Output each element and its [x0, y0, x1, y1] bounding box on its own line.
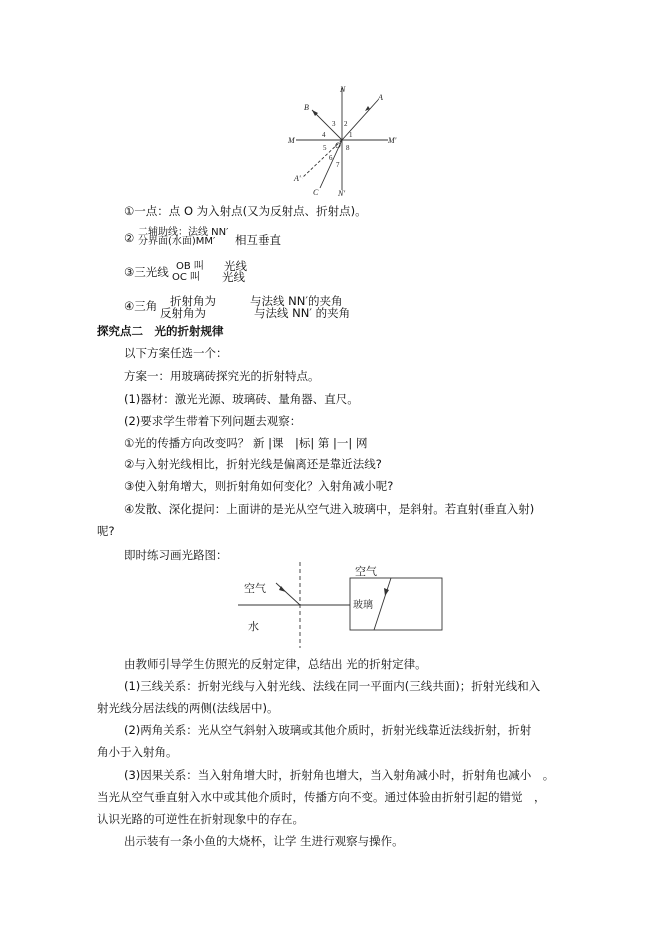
paragraph: ②与入射光线相比，折射光线是偏离还是靠近法线?: [124, 457, 382, 471]
item-three-angles-with2: 与法线 NN′ 的夹角: [254, 306, 351, 320]
label-c: C: [313, 188, 319, 197]
paragraph: (1)三线关系：折射光线与入射光线、法线在同一平面内(三线共面)；折射光线和入: [124, 679, 541, 693]
label-m: M: [288, 136, 295, 145]
glass-arrow-head: [384, 588, 389, 596]
svg-text:2: 2: [344, 120, 348, 128]
label-glass: 玻璃: [353, 600, 373, 611]
item-two-lines-interface: 分界面(水面)MM′: [138, 236, 216, 247]
paragraph: 方案一：用玻璃砖探究光的折射特点。: [124, 369, 320, 383]
paragraph: 由教师引导学生仿照光的反射定律，总结出 光的折射定律。: [124, 657, 427, 671]
svg-text:8: 8: [346, 144, 350, 152]
paragraph: 射光线分居法线的两侧(法线居中)。: [97, 701, 279, 715]
paragraph: 出示装有一条小鱼的大烧杯，让学 生进行观察与操作。: [124, 834, 404, 848]
svg-text:4: 4: [322, 131, 326, 139]
svg-text:1: 1: [349, 131, 353, 139]
paragraph: (2)两角关系：光从空气斜射入玻璃或其他介质时，折射光线靠近法线折射，折射: [124, 723, 532, 737]
label-n: N: [340, 85, 346, 94]
svg-text:6: 6: [329, 154, 333, 162]
svg-text:3: 3: [332, 120, 336, 128]
paragraph: (2)要求学生带着下列问题去观察：: [124, 414, 302, 428]
paragraph: ①光的传播方向改变吗？ 新 |课 |标| 第 |一| 网: [124, 436, 368, 450]
label-m-prime: M': [388, 136, 397, 145]
item-three-lines-light1: 光线: [224, 259, 247, 273]
left-incident-ray: [276, 583, 300, 605]
label-a-prime: A': [294, 174, 301, 183]
paragraph: 呢?: [97, 524, 115, 538]
item-three-angles-number: ④三角: [124, 299, 158, 313]
label-b: B: [304, 103, 309, 112]
paragraph: 即时练习画光路图：: [124, 548, 228, 562]
label-water: 水: [248, 621, 259, 633]
label-n-prime: N': [338, 189, 346, 198]
paragraph: (3)因果关系：当入射角增大时，折射角也增大，当入射角减小时，折射角也减小 。: [124, 768, 555, 782]
svg-text:7: 7: [336, 161, 340, 169]
item-two-lines-normal: 二辅助线：法线 NN′: [138, 227, 229, 238]
item-three-angles-refraction: 折射角为: [170, 294, 216, 308]
refraction-diagram: [280, 82, 410, 200]
section-title: 探究点二 光的折射规律: [97, 324, 224, 338]
paragraph: 角小于入射角。: [97, 745, 178, 759]
item-three-lines-ob: OB 叫: [176, 261, 204, 272]
item-two-lines-number: ②: [124, 231, 135, 245]
label-o: O: [335, 141, 341, 150]
item-three-lines-number: ③三光线: [124, 265, 169, 279]
item-three-lines-oc: OC 叫: [172, 272, 201, 283]
item-three-angles-reflection: 反射角为: [160, 306, 206, 320]
glass-ray: [374, 578, 391, 630]
label-a: A: [378, 93, 383, 102]
item-one-point: ①一点：点 O 为入射点(又为反射点、折射点)。: [124, 204, 367, 218]
item-three-lines-light2: 光线: [222, 270, 245, 284]
label-air-left: 空气: [244, 583, 266, 595]
svg-text:5: 5: [323, 144, 327, 152]
paragraph: (1)器材：激光光源、玻璃砖、量角器、直尺。: [124, 392, 359, 406]
item-two-lines-relation: 相互垂直: [235, 233, 281, 247]
label-air-right: 空气: [355, 566, 377, 578]
paragraph: ③使入射角增大，则折射角如何变化？入射角减小呢?: [124, 479, 394, 493]
paragraph: 以下方案任选一个：: [124, 346, 228, 360]
paragraph: ④发散、深化提问：上面讲的是光从空气进入玻璃中，是斜射。若直射(垂直入射): [124, 502, 535, 516]
paragraph: 当光从空气垂直射入水中或其他介质时，传播方向不变。通过体验由折射引起的错觉 ，: [97, 790, 546, 804]
practice-diagram: [238, 562, 448, 650]
paragraph: 认识光路的可逆性在折射现象中的存在。: [97, 812, 304, 826]
item-three-angles-with1: 与法线 NN′的夹角: [250, 294, 343, 308]
